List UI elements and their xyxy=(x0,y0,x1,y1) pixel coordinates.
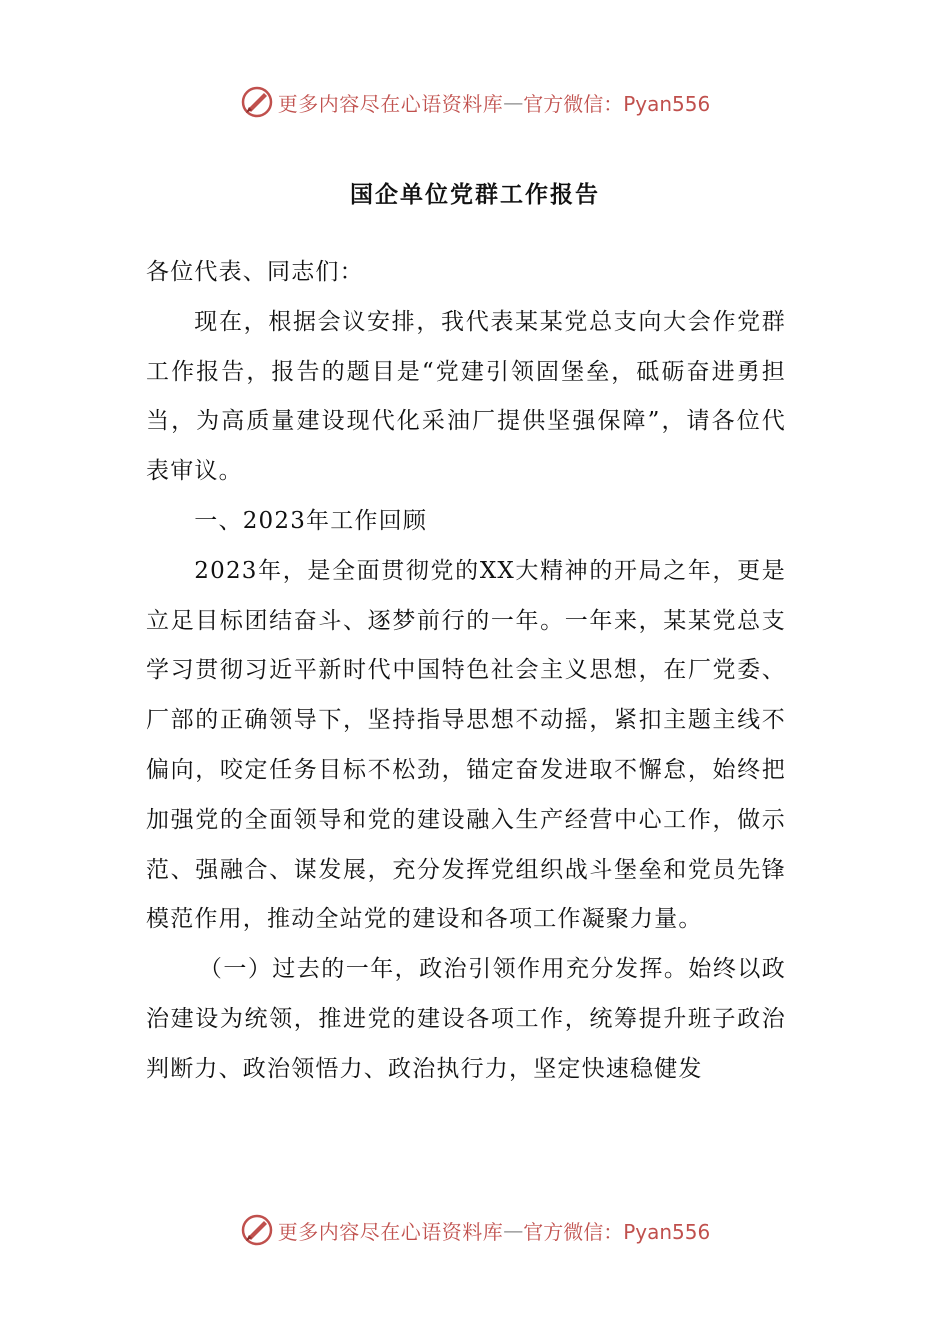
pen-logo-icon xyxy=(240,85,274,119)
watermark-text: 更多内容尽在心语资料库 xyxy=(277,91,504,116)
watermark-contact: 官方微信：Pyan556 xyxy=(523,91,711,116)
watermark-contact: 官方微信：Pyan556 xyxy=(523,1219,711,1244)
watermark-dash: — xyxy=(503,90,524,114)
document-body xyxy=(146,248,786,1095)
paragraph: 现在，根据会议安排，我代表某某党总支向大会作党群工作报告，报告的题目是“党建引领固堡垒，砥砺奋进勇担当，为高质量建设现代化采油厂提供坚强保障”，请各位代表审议。 xyxy=(146,308,786,485)
paragraph: （一）过去的一年，政治引领作用充分发挥。始终以政治建设为统领，推进党的建设各项工作，统筹提升班子政治判断力、政治领悟力、政治执行力，坚定快速稳健发 xyxy=(146,956,786,1082)
watermark-header xyxy=(0,82,950,122)
pen-logo-icon xyxy=(240,1213,274,1247)
document-title: 国企单位党群工作报告 xyxy=(350,181,600,208)
paragraph: 2023年，是全面贯彻党的XX大精神的开局之年，更是立足目标团结奋斗、逐梦前行的一年。一年来，某某党总支学习贯彻习近平新时代中国特色社会主义思想，在厂党委、厂部的正确领导下，坚持指导思想不动摇，紧扣主题主线不偏向，咬定任务目标不松劲，锚定奋发进取不懈怠，始终把加强党的全面领导和党的建设融入生产经营中心工作，做示范、强融合、谋发展，充分发挥党组织战斗堡垒和党员先锋模范作用，推动全站党的建设和各项工作凝聚力量。 xyxy=(146,557,786,933)
salutation: 各位代表、同志们： xyxy=(146,259,364,285)
watermark-dash: — xyxy=(503,1218,524,1242)
watermark-text: 更多内容尽在心语资料库 xyxy=(277,1219,504,1244)
watermark-footer xyxy=(0,1210,950,1250)
section-heading: 一、2023年工作回顾 xyxy=(194,507,428,534)
